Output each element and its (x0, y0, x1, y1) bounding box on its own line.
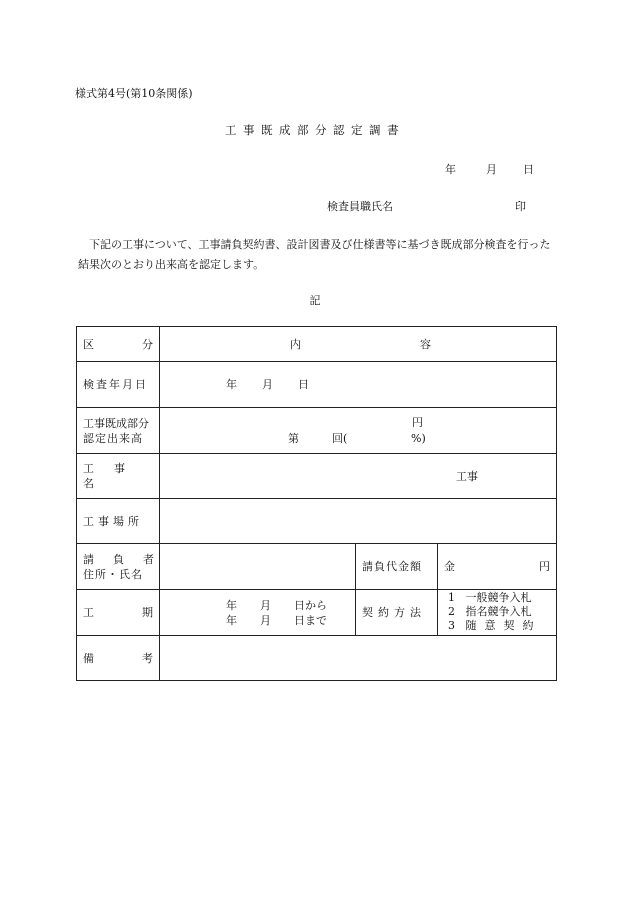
date-day: 日 (523, 163, 534, 176)
header-content (160, 327, 557, 362)
document-title: 工事既成部分認定調書 (225, 123, 405, 137)
construction-name-value[interactable]: 工事 (160, 454, 557, 499)
ki-label: 記 (309, 294, 321, 307)
row-remarks (77, 636, 557, 681)
contract-amount-label: 請負代金額 (356, 544, 438, 590)
row-construction-site (77, 499, 557, 544)
construction-site-label: 工事場所 (77, 499, 160, 544)
body-text: 下記の工事について、工事請負契約書、設計図書及び仕様書等に基づき既成部分検査を行った結果次のとおり出来高を認定します。 (78, 238, 551, 271)
contractor-label: 請負者 住所・氏名 (77, 544, 160, 590)
contract-amount-value[interactable]: 金 円 (438, 544, 557, 590)
inspector-name-label: 検査員職氏名 (327, 200, 393, 213)
header-content-a: 内 (290, 338, 301, 351)
period-label: 工 期 (77, 590, 160, 636)
date-line (445, 161, 534, 177)
contract-method-label: 契約方法 (356, 590, 438, 636)
completed-amount-label: 工事既成部分 認定出来高 (77, 408, 160, 454)
row-completed-amount (77, 408, 557, 454)
seal-mark: 印 (515, 200, 526, 213)
form-number: 様式第4号(第10条関係) (75, 87, 193, 100)
row-contractor (77, 544, 557, 590)
contract-method-option[interactable]: 2 指名競争入札 (448, 605, 532, 618)
remarks-label: 備 考 (77, 636, 160, 681)
row-period (77, 590, 557, 636)
construction-name-label: 工事名 (77, 454, 160, 499)
contractor-value[interactable] (160, 544, 356, 590)
construction-site-value[interactable] (160, 499, 557, 544)
inspection-date-value[interactable]: 年 月 日 (160, 362, 557, 408)
table-header-row (77, 327, 557, 362)
contract-method-option[interactable]: 3 随意契約 (448, 619, 542, 632)
header-category: 区 分 (77, 327, 160, 362)
period-value[interactable]: 年 月 日から 年 月 日まで (160, 590, 356, 636)
row-inspection-date (77, 362, 557, 408)
inspection-date-label: 検査年月日 (77, 362, 160, 408)
contract-method-options (438, 590, 557, 636)
remarks-value[interactable] (160, 636, 557, 681)
row-construction-name (77, 454, 557, 499)
contract-method-option[interactable]: 1 一般競争入札 (448, 591, 532, 604)
completed-amount-value[interactable]: 円 第 回( %) (160, 408, 557, 454)
certification-table (76, 326, 557, 681)
date-month: 月 (486, 163, 497, 176)
date-year: 年 (445, 163, 456, 176)
header-content-b: 容 (420, 338, 431, 351)
